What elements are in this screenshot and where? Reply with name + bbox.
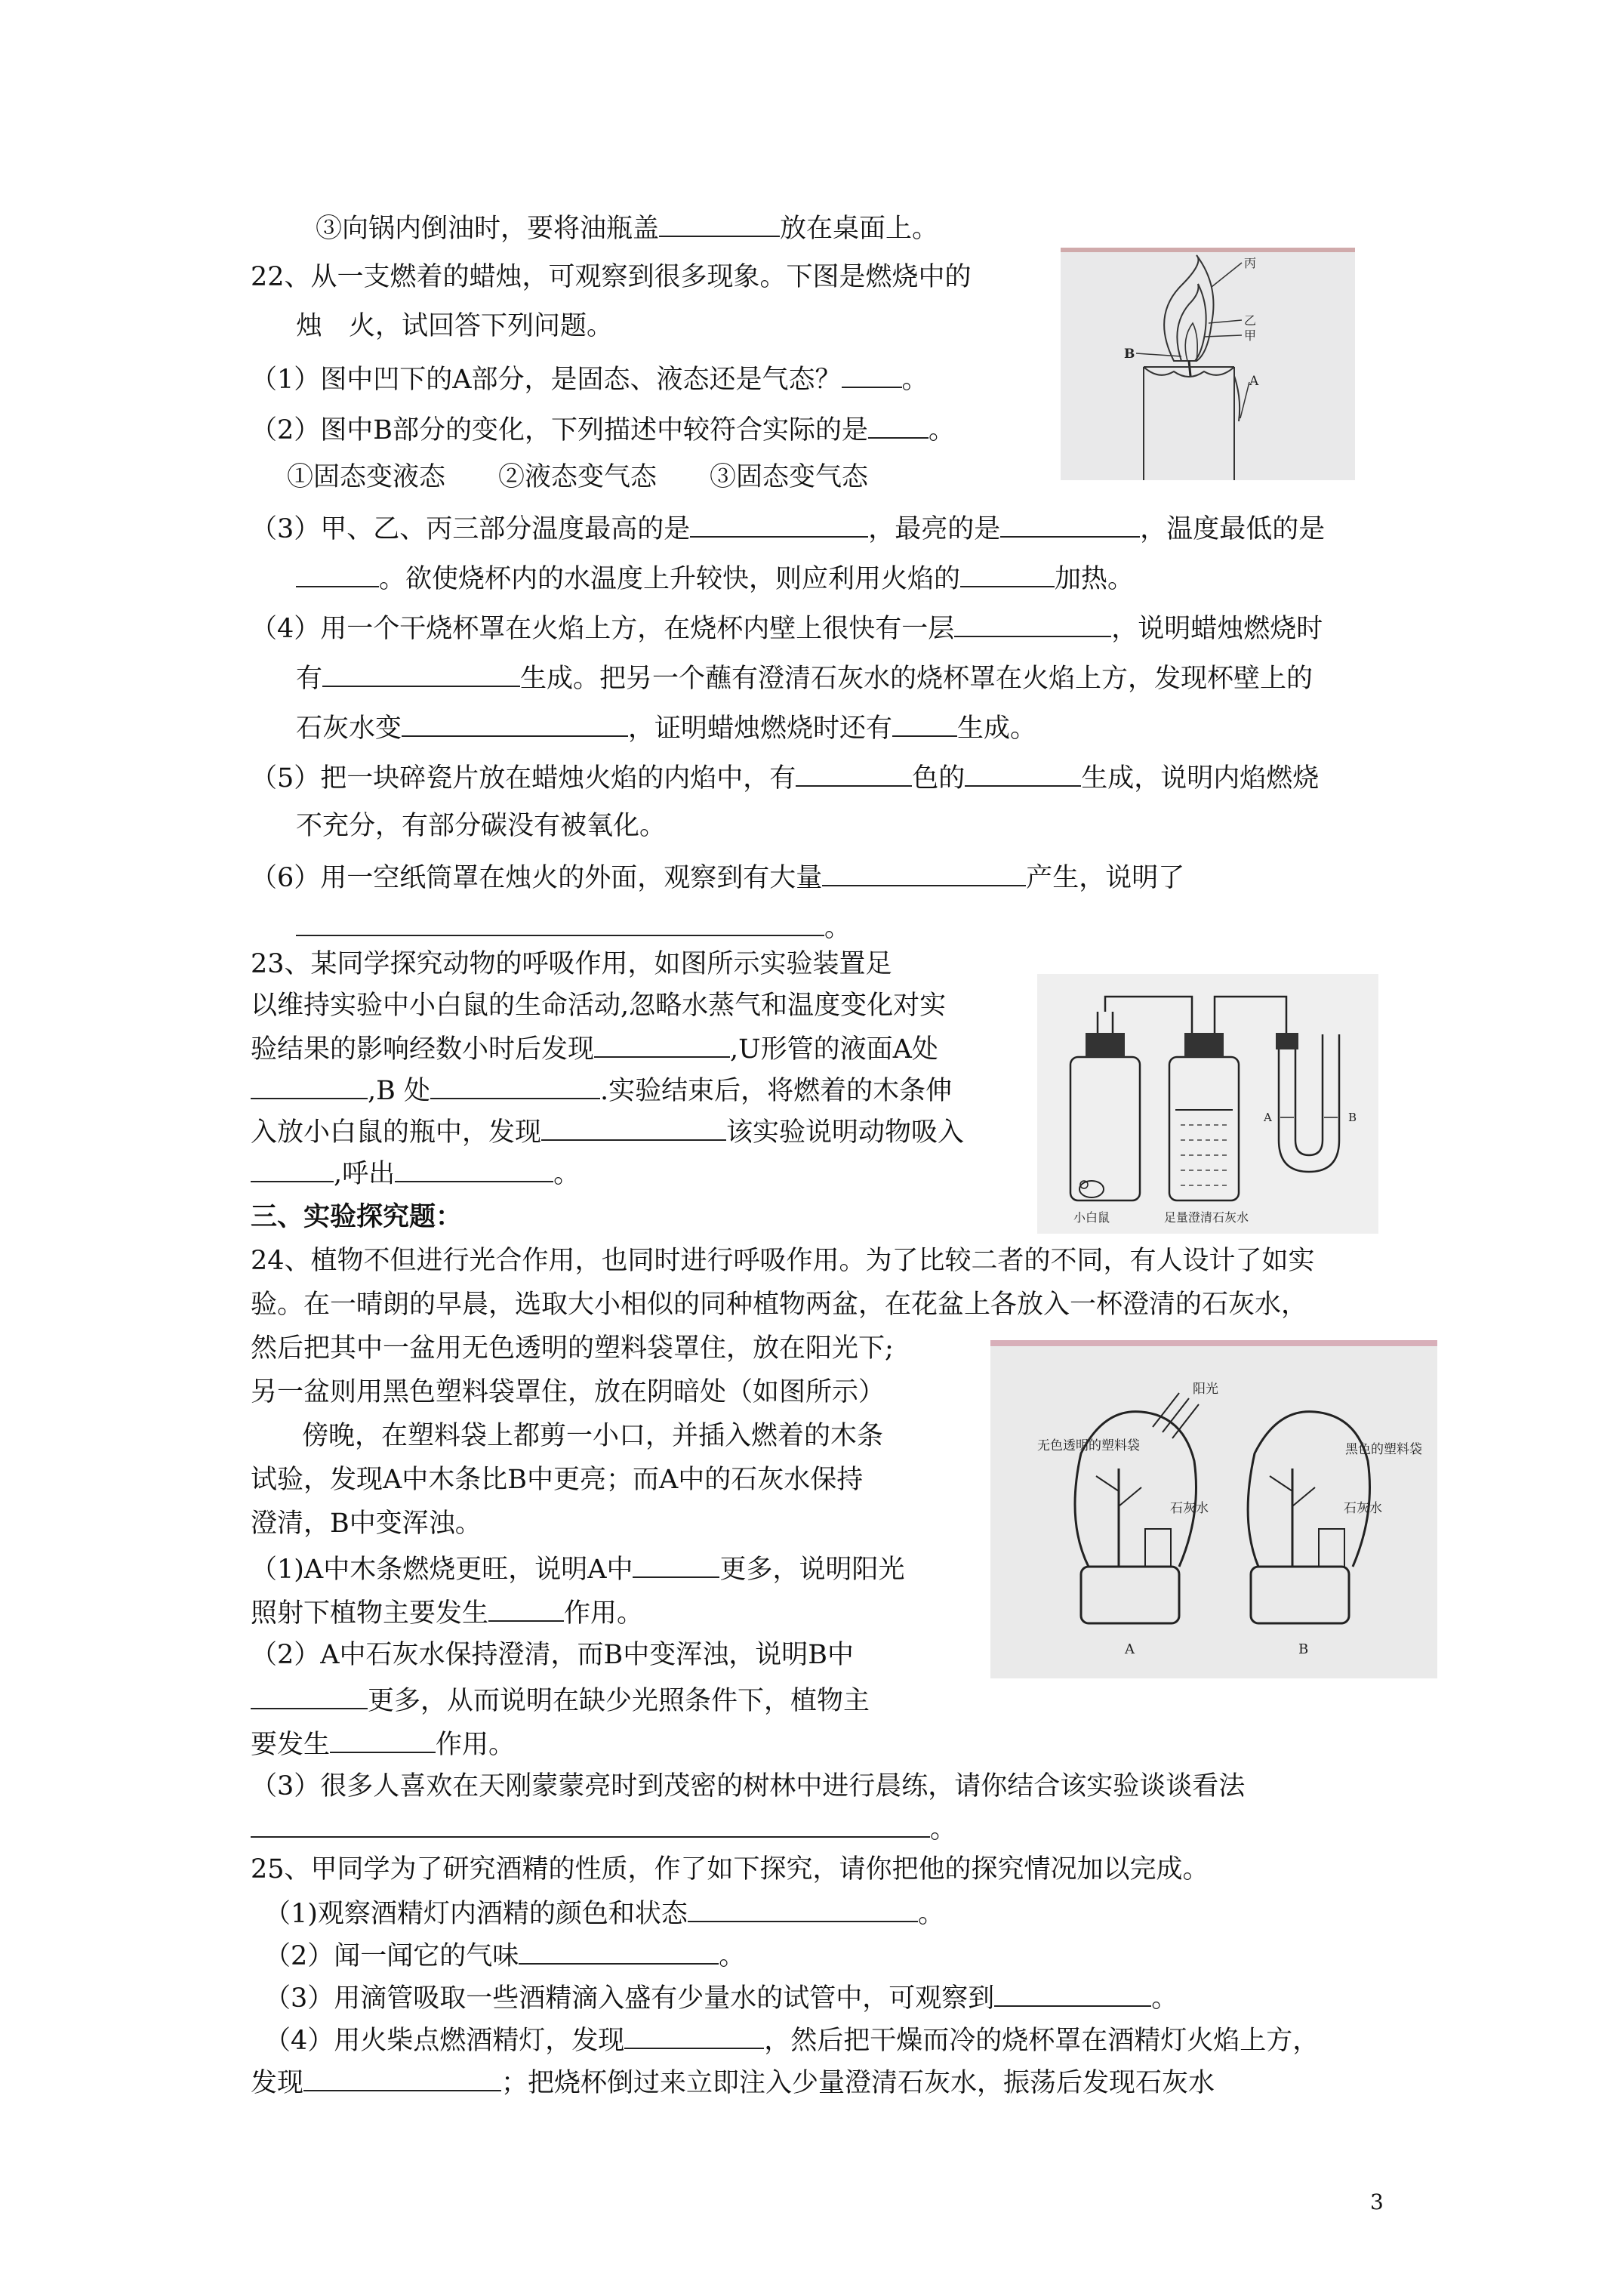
- text: （3）很多人喜欢在天刚蒙蒙亮时到茂密的树林中进行晨练，请你结合该实验谈谈看法: [251, 1771, 1246, 1801]
- answer-blank[interactable]: [488, 1595, 564, 1622]
- question-24-cont4: [302, 1419, 883, 1453]
- mouse-apparatus-figure: [1037, 974, 1378, 1234]
- text: （4）用一个干烧杯罩在火焰上方，在烧杯内壁上很快有一层: [251, 614, 955, 644]
- text: .实验结束后，将燃着的木条伸: [599, 1076, 953, 1106]
- text: 生成。把另一个蘸有澄清石灰水的烧杯罩在火焰上方，发现杯壁上的: [520, 664, 1313, 694]
- text: 照射下植物主要发生: [251, 1598, 489, 1629]
- label-sunlight: 阳光: [1193, 1382, 1218, 1397]
- text: 生成。: [957, 713, 1037, 744]
- label-clear-bag: 无色透明的塑料袋: [1037, 1438, 1140, 1453]
- text: 试验，发现A中木条比B中更亮；而A中的石灰水保持: [251, 1465, 864, 1495]
- text: 24、植物不但进行光合作用，也同时进行呼吸作用。为了比较二者的不同，有人设计了如实: [251, 1246, 1315, 1276]
- text: 作用。: [564, 1598, 644, 1629]
- text: ,呼出: [334, 1159, 396, 1189]
- text: （2）闻一闻它的气味: [264, 1941, 519, 1971]
- text: 更多，说明阳光: [719, 1555, 905, 1585]
- question-23-cont2: [251, 1031, 938, 1066]
- answer-blank[interactable]: [688, 1895, 918, 1922]
- text: （3）甲、乙、丙三部分温度最高的是: [251, 514, 691, 544]
- question-24-cont5: [251, 1463, 863, 1496]
- text: 三、实验探究题：: [251, 1201, 463, 1232]
- question-24-cont3: [251, 1376, 885, 1409]
- label-a: A: [1264, 1111, 1272, 1124]
- label-b: B: [1298, 1641, 1309, 1657]
- text: 以维持实验中小白鼠的生命活动,忽略水蒸气和温度变化对实: [251, 991, 947, 1021]
- text: 烛 火，试回答下列问题。: [296, 311, 614, 341]
- answer-blank[interactable]: [395, 1155, 553, 1182]
- question-22-1: [251, 361, 929, 396]
- question-24-1: [251, 1551, 905, 1586]
- answer-blank[interactable]: [624, 2022, 764, 2049]
- text: （3）用滴管吸取一些酒精滴入盛有少量水的试管中，可观察到: [264, 1983, 995, 2014]
- question-23: [251, 948, 892, 981]
- text: 然后把其中一盆用无色透明的塑料袋罩住，放在阳光下;: [251, 1333, 894, 1364]
- question-24: [251, 1244, 1315, 1277]
- text: 。: [1151, 1983, 1178, 2014]
- answer-blank[interactable]: [822, 859, 1026, 886]
- answer-blank[interactable]: [954, 610, 1111, 637]
- question-24-cont: [251, 1288, 1307, 1321]
- question-25-3: [264, 1980, 1178, 2015]
- question-22-4-cont: [296, 660, 1313, 695]
- label-a: A: [1249, 374, 1259, 389]
- text: ；把烧杯倒过来立即注入少量澄清石灰水，振荡后发现石灰水: [501, 2068, 1215, 2098]
- question-22-4: [251, 610, 1323, 646]
- plants-diagram: [990, 1340, 1437, 1678]
- question-22-stem: [251, 260, 972, 294]
- text: 。: [553, 1159, 581, 1189]
- text: （6）用一空纸筒罩在烛火的外面，观察到有大量: [251, 863, 823, 893]
- question-22-4-cont2: [296, 710, 1036, 745]
- question-23-cont5: [251, 1155, 580, 1191]
- text: 。: [719, 1941, 746, 1971]
- question-25-4-cont: [251, 2064, 1215, 2100]
- text: ③向锅内倒油时，要将油瓶盖: [316, 214, 660, 244]
- question-24-2-cont2: [251, 1726, 515, 1761]
- question-24-cont2: [251, 1332, 894, 1365]
- question-24-2-cont: [251, 1682, 870, 1718]
- candle-diagram: [1061, 248, 1355, 480]
- question-24-3: [251, 1770, 1245, 1803]
- question-22-5: [251, 760, 1319, 795]
- text: 更多，从而说明在缺少光照条件下，植物主: [368, 1686, 870, 1716]
- text: 23、某同学探究动物的呼吸作用，如图所示实验装置足: [251, 949, 892, 979]
- question-25-1: [264, 1895, 944, 1931]
- answer-blank[interactable]: [322, 660, 520, 687]
- answer-blank[interactable]: [251, 1811, 930, 1838]
- section-heading: [251, 1200, 462, 1234]
- text: 。: [824, 913, 852, 943]
- answer-blank[interactable]: [659, 210, 780, 237]
- answer-blank[interactable]: [303, 2064, 501, 2091]
- answer-blank[interactable]: [541, 1114, 726, 1141]
- text: （2）图中B部分的变化，下列描述中较符合实际的是: [251, 415, 868, 445]
- answer-blank[interactable]: [892, 710, 957, 737]
- text: 不充分，有部分碳没有被氧化。: [296, 811, 667, 841]
- question-23-cont4: [251, 1114, 964, 1149]
- question-22-6-cont: [296, 909, 851, 945]
- text: 。欲使烧杯内的水温度上升较快，则应利用火焰的: [379, 564, 961, 594]
- question-22-3-cont: [296, 560, 1134, 596]
- question-22-6: [251, 859, 1184, 895]
- answer-blank[interactable]: [330, 1726, 436, 1753]
- text: 入放小白鼠的瓶中，发现: [251, 1117, 542, 1148]
- answer-blank[interactable]: [430, 1072, 600, 1099]
- page-number: 3: [1370, 2190, 1384, 2214]
- question-24-3-cont: [251, 1811, 956, 1846]
- mouse-apparatus-diagram: [1037, 974, 1378, 1234]
- question-25-2: [264, 1937, 745, 1973]
- text: 。: [929, 415, 956, 445]
- question-24-2: [251, 1638, 854, 1672]
- answer-blank[interactable]: [251, 1682, 368, 1709]
- question-22-2: [251, 411, 955, 447]
- text: 石灰水变: [296, 713, 402, 744]
- answer-blank[interactable]: [519, 1937, 719, 1965]
- question-23-cont3: [251, 1072, 952, 1108]
- text: 。: [901, 365, 929, 395]
- answer-blank[interactable]: [594, 1031, 730, 1058]
- text: ，然后把干燥而冷的烧杯罩在酒精灯火焰上方，: [764, 2026, 1320, 2056]
- label-b: B: [1348, 1111, 1357, 1124]
- answer-blank[interactable]: [690, 510, 868, 538]
- answer-blank[interactable]: [1000, 510, 1140, 538]
- text: 要发生: [251, 1730, 331, 1760]
- question-22-5-cont: [296, 809, 666, 843]
- label-limewater-a: 石灰水: [1170, 1501, 1209, 1516]
- answer-blank[interactable]: [796, 760, 912, 787]
- text: ,B 处: [368, 1076, 430, 1106]
- answer-blank[interactable]: [994, 1980, 1151, 2007]
- text: 傍晚，在塑料袋上都剪一小口，并插入燃着的木条: [302, 1421, 884, 1451]
- label-yi: 乙: [1244, 313, 1257, 328]
- answer-blank[interactable]: [296, 560, 379, 587]
- text: （5）把一块碎瓷片放在蜡烛火焰的内焰中，有: [251, 763, 796, 794]
- label-bing: 丙: [1244, 256, 1257, 270]
- text: 放在桌面上。: [780, 214, 939, 244]
- text: ，证明蜡烛燃烧时还有: [628, 713, 893, 744]
- text: （1)A中木条燃烧更旺，说明A中: [251, 1555, 633, 1585]
- text: ，温度最低的是: [1140, 514, 1326, 544]
- label-a: A: [1125, 1641, 1135, 1657]
- candle-figure: [1061, 248, 1355, 480]
- question-22-2-options: [287, 461, 868, 494]
- text: 产生，说明了: [1026, 863, 1185, 893]
- text: 该实验说明动物吸入: [726, 1117, 965, 1148]
- text: ①固态变液态 ②液态变气态 ③固态变气态: [287, 462, 869, 492]
- question-24-cont6: [251, 1507, 482, 1540]
- answer-blank[interactable]: [633, 1551, 719, 1578]
- question-24-1-cont: [251, 1595, 643, 1630]
- text: 。: [930, 1814, 957, 1845]
- answer-blank[interactable]: [402, 710, 628, 737]
- text: （2）A中石灰水保持澄清，而B中变浑浊，说明B中: [251, 1640, 854, 1670]
- answer-blank[interactable]: [251, 1155, 334, 1182]
- answer-blank[interactable]: [842, 361, 902, 388]
- question-25: [251, 1853, 1209, 1886]
- text: （1）图中凹下的A部分，是固态、液态还是气态？: [251, 365, 842, 395]
- text: （1)观察酒精灯内酒精的颜色和状态: [264, 1899, 688, 1929]
- answer-blank[interactable]: [868, 411, 929, 439]
- text: 25、甲同学为了研究酒精的性质，作了如下探究，请你把他的探究情况加以完成。: [251, 1854, 1209, 1885]
- text: 另一盆则用黑色塑料袋罩住，放在阴暗处（如图所示）: [251, 1377, 885, 1407]
- text: 发现: [251, 2068, 304, 2098]
- text: 澄清，B中变浑浊。: [251, 1509, 482, 1539]
- text: ,U形管的液面A处: [730, 1034, 938, 1065]
- text: 有: [296, 664, 323, 694]
- label-mouse: 小白鼠: [1073, 1210, 1110, 1225]
- label-jia: 甲: [1244, 328, 1257, 343]
- answer-blank[interactable]: [296, 909, 824, 936]
- question-22-stem-cont: [296, 310, 613, 343]
- label-b: B: [1124, 347, 1135, 362]
- question-23-cont: [251, 989, 946, 1022]
- line: [316, 210, 938, 245]
- text: 。: [917, 1899, 944, 1929]
- question-25-4: [264, 2022, 1319, 2057]
- plants-figure: [990, 1340, 1437, 1678]
- text: 验。在一晴朗的早晨，选取大小相似的同种植物两盆，在花盆上各放入一杯澄清的石灰水，: [251, 1290, 1308, 1320]
- text: ，说明蜡烛燃烧时: [1111, 614, 1323, 644]
- text: 加热。: [1055, 564, 1135, 594]
- text: 生成，说明内焰燃烧: [1081, 763, 1320, 794]
- text: （4）用火柴点燃酒精灯，发现: [264, 2026, 625, 2056]
- question-22-3: [251, 510, 1325, 546]
- answer-blank[interactable]: [251, 1072, 368, 1099]
- label-limewater: 足量澄清石灰水: [1164, 1210, 1249, 1225]
- label-black-bag: 黑色的塑料袋: [1345, 1442, 1422, 1457]
- text: 色的: [912, 763, 965, 794]
- answer-blank[interactable]: [960, 560, 1055, 587]
- text: 作用。: [436, 1730, 516, 1760]
- text: 22、从一支燃着的蜡烛，可观察到很多现象。下图是燃烧中的: [251, 262, 972, 292]
- text: ，最亮的是: [868, 514, 1001, 544]
- label-limewater-b: 石灰水: [1344, 1501, 1382, 1516]
- text: 验结果的影响经数小时后发现: [251, 1034, 595, 1065]
- answer-blank[interactable]: [965, 760, 1081, 787]
